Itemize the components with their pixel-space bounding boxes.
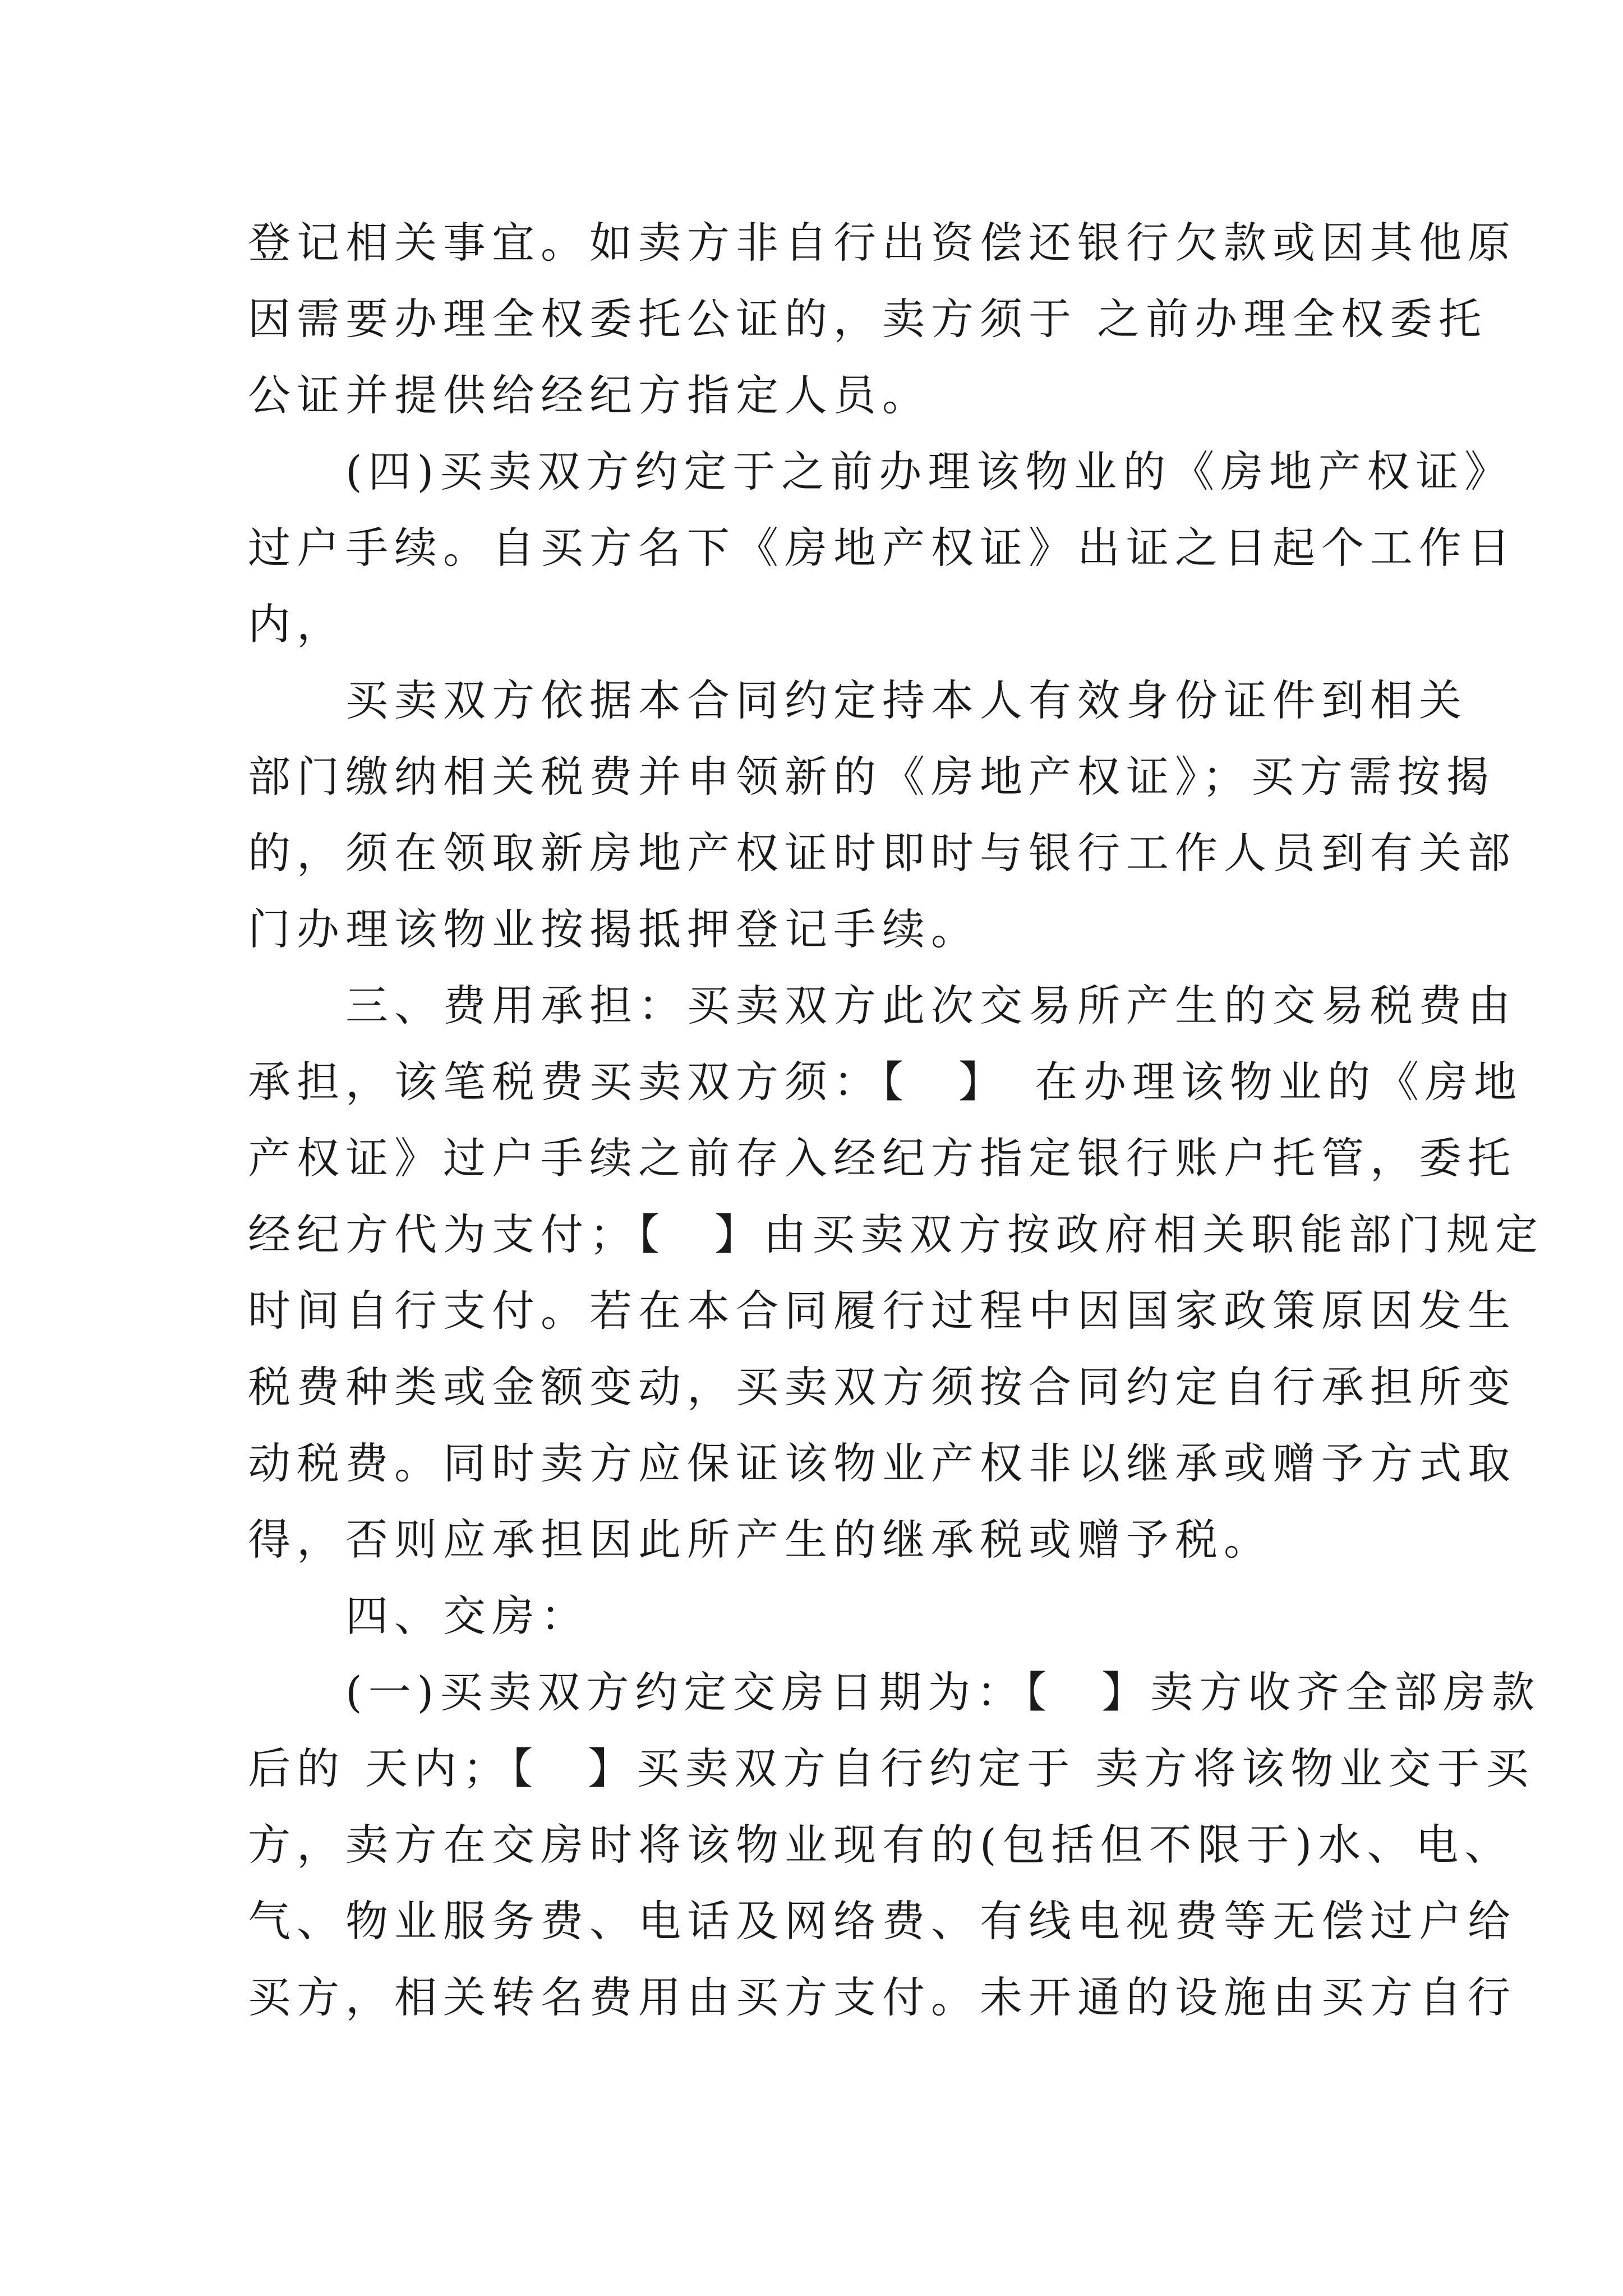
text-line: 后的 天内；【 】买卖双方自行约定于 卖方将该物业交于买 bbox=[248, 1743, 1535, 1793]
text-line: 门办理该物业按揭抵押登记手续。 bbox=[248, 904, 980, 954]
text-line: 过户手续。自买方名下《房地产权证》出证之日起个工作日 bbox=[248, 523, 1516, 573]
text-line: 产权证》过户手续之前存入经纪方指定银行账户托管，委托 bbox=[248, 1133, 1516, 1183]
text-line: 的，须在领取新房地产权证时即时与银行工作人员到有关部 bbox=[248, 828, 1516, 878]
text-line: 方，卖方在交房时将该物业现有的(包括但不限于)水、电、 bbox=[248, 1820, 1514, 1870]
text-line: 承担，该笔税费买卖双方须：【 】 在办理该物业的《房地 bbox=[248, 1057, 1523, 1107]
text-line: 时间自行支付。若在本合同履行过程中因国家政策原因发生 bbox=[248, 1286, 1516, 1336]
text-line: 登记相关事宜。如卖方非自行出资偿还银行欠款或因其他原 bbox=[248, 218, 1516, 268]
text-line: 四、交房： bbox=[345, 1591, 589, 1641]
text-line: (一)买卖双方约定交房日期为：【 】卖方收齐全部房款 bbox=[345, 1667, 1541, 1717]
text-line: 公证并提供给经纪方指定人员。 bbox=[248, 370, 931, 420]
paragraph-registration bbox=[248, 205, 1516, 434]
text-line: 三、费用承担：买卖双方此次交易所产生的交易税费由 bbox=[345, 981, 1516, 1030]
text-line: 动税费。同时卖方应保证该物业产权非以继承或赠予方式取 bbox=[248, 1438, 1516, 1488]
text-line: (四)买卖双方约定于之前办理该物业的《房地产权证》 bbox=[345, 447, 1514, 496]
text-line: 因需要办理全权委托公证的，卖方须于 之前办理全权委托 bbox=[248, 294, 1488, 344]
text-line: 买方，相关转名费用由买方支付。未开通的设施由买方自行 bbox=[248, 1972, 1516, 2022]
paragraph-transfer-procedure bbox=[248, 434, 1516, 662]
section-heading-handover bbox=[248, 1578, 1398, 1654]
text-line: 买卖双方依据本合同约定持本人有效身份证件到相关 bbox=[345, 675, 1468, 725]
text-line: 税费种类或金额变动，买卖双方须按合同约定自行承担所变 bbox=[248, 1362, 1516, 1412]
text-line: 气、物业服务费、电话及网络费、有线电视费等无偿过户给 bbox=[248, 1896, 1516, 1946]
paragraph-tax-payment bbox=[248, 662, 1516, 968]
document-body bbox=[248, 205, 1544, 2036]
text-line: 得，否则应承担因此所产生的继承税或赠予税。 bbox=[248, 1515, 1272, 1565]
paragraph-handover-date bbox=[248, 1654, 1541, 2036]
text-line: 经纪方代为支付；【 】由买卖双方按政府相关职能部门规定 bbox=[248, 1209, 1544, 1259]
text-line: 部门缴纳相关税费并申领新的《房地产权证》；买方需按揭 bbox=[248, 752, 1495, 802]
text-line: 内， bbox=[248, 599, 345, 649]
paragraph-cost-bearing bbox=[248, 968, 1544, 1578]
